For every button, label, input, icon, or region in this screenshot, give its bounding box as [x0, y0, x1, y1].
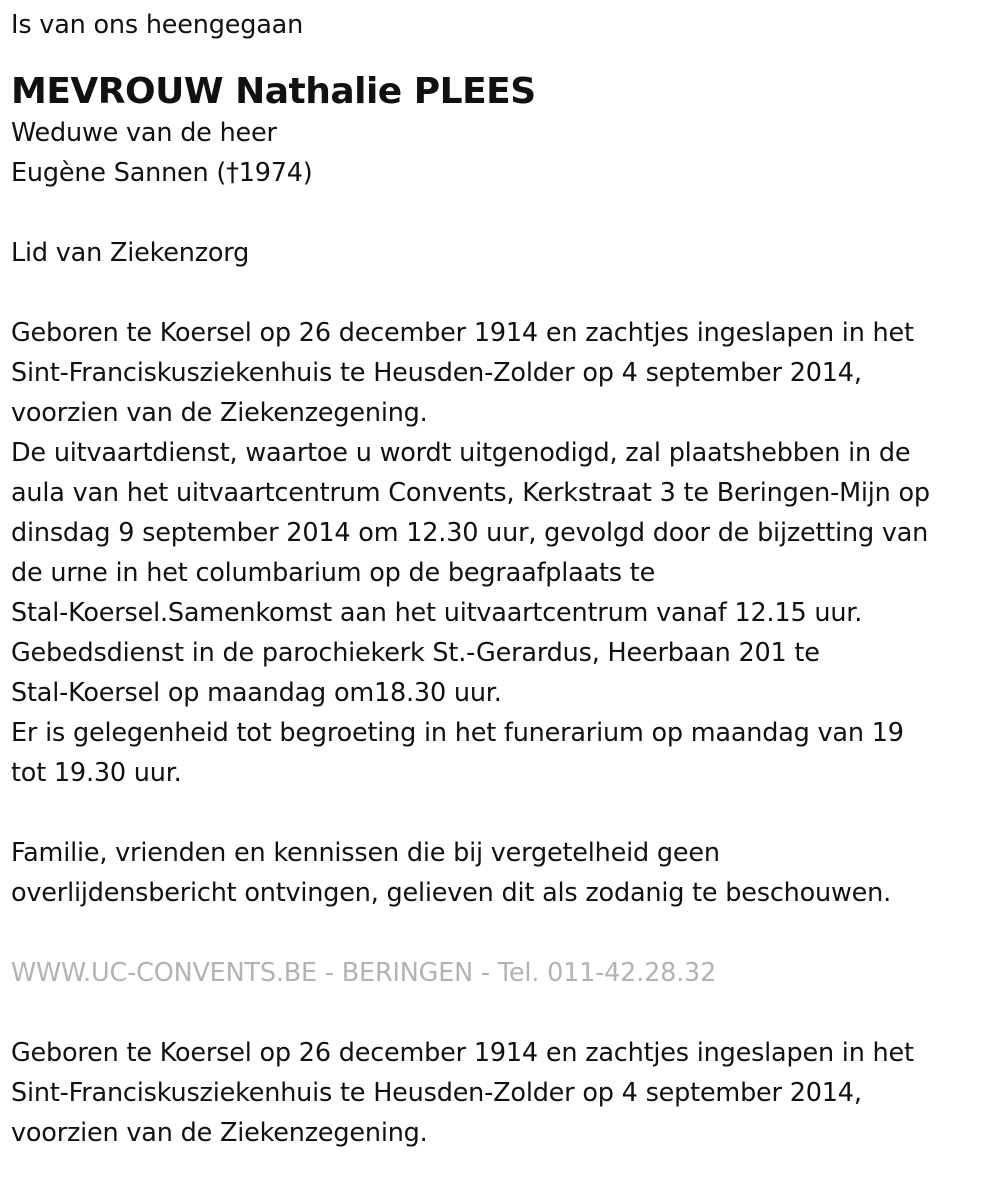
announcement-line: Geboren te Koersel op 26 december 1914 en zachtjes ingeslapen in het	[11, 318, 914, 348]
announcement-line: dinsdag 9 september 2014 om 12.30 uur, gevolgd door de bijzetting van	[11, 518, 929, 548]
funeral-home-contact: WWW.UC-CONVENTS.BE - BERINGEN - Tel. 011-42.28.32	[11, 958, 717, 988]
announcement-line: De uitvaartdienst, waartoe u wordt uitgenodigd, zal plaatshebben in de	[11, 438, 911, 468]
relation-line: Eugène Sannen (†1974)	[11, 158, 313, 188]
summary-paragraph	[11, 1033, 996, 1153]
announcement-line: Er is gelegenheid tot begroeting in het funerarium op maandag van 19	[11, 718, 904, 748]
announcement-line: Stal-Koersel op maandag om18.30 uur.	[11, 678, 502, 708]
relation-block	[11, 113, 996, 193]
summary-line: voorzien van de Ziekenzegening.	[11, 1118, 428, 1148]
announcement-line: Sint-Franciskusziekenhuis te Heusden-Zolder op 4 september 2014,	[11, 358, 862, 388]
relation-line: Weduwe van de heer	[11, 118, 277, 148]
intro-text: Is van ons heengegaan	[11, 10, 304, 40]
membership-text: Lid van Ziekenzorg	[11, 238, 250, 268]
notice-line: overlijdensbericht ontvingen, gelieven dit als zodanig te beschouwen.	[11, 878, 892, 908]
notice-line: Familie, vrienden en kennissen die bij vergetelheid geen	[11, 838, 720, 868]
announcement-line: Stal-Koersel.Samenkomst aan het uitvaartcentrum vanaf 12.15 uur.	[11, 598, 863, 628]
announcement-paragraph	[11, 313, 996, 793]
announcement-line: voorzien van de Ziekenzegening.	[11, 398, 428, 428]
summary-line: Sint-Franciskusziekenhuis te Heusden-Zolder op 4 september 2014,	[11, 1078, 862, 1108]
deceased-name: MEVROUW Nathalie PLEES	[11, 71, 536, 112]
announcement-line: aula van het uitvaartcentrum Convents, Kerkstraat 3 te Beringen-Mijn op	[11, 478, 930, 508]
announcement-line: tot 19.30 uur.	[11, 758, 182, 788]
obituary-notice	[11, 0, 996, 1153]
notice-paragraph	[11, 833, 996, 913]
summary-line: Geboren te Koersel op 26 december 1914 en zachtjes ingeslapen in het	[11, 1038, 914, 1068]
announcement-line: de urne in het columbarium op de begraafplaats te	[11, 558, 656, 588]
announcement-line: Gebedsdienst in de parochiekerk St.-Gerardus, Heerbaan 201 te	[11, 638, 820, 668]
